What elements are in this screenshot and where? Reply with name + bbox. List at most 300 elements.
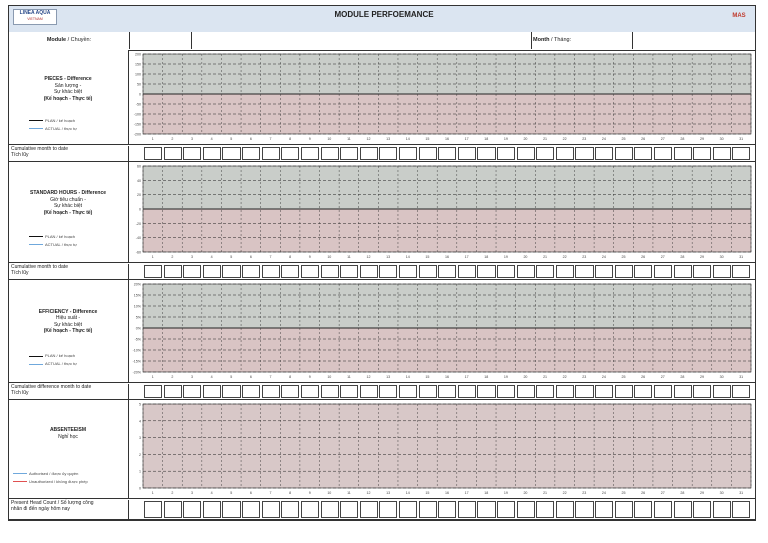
efficiency-cumulative-text-vi: Tích lũy [11,390,29,396]
hours-day-cell[interactable] [281,265,299,278]
hours-day-cell[interactable] [634,265,652,278]
hours-day-cell[interactable] [536,265,554,278]
pieces-day-cell[interactable] [144,147,162,160]
efficiency-day-cell[interactable] [615,385,633,398]
absenteeism-chart [129,400,755,498]
x-tick-label: 6 [249,137,252,141]
absenteeism-day-cell[interactable] [438,501,456,518]
sheet-header [9,6,755,33]
legend-swatch-icon [29,356,43,357]
pieces-day-cell[interactable] [575,147,593,160]
x-tick-label: 19 [503,375,508,379]
plot-upper-band [143,166,751,209]
page-title: MODULE PERFOEMANCE [334,10,434,19]
absenteeism-day-cell[interactable] [517,501,535,518]
absenteeism-day-cell[interactable] [477,501,495,518]
pieces-subtitle-1: Sản lượng - [54,82,82,89]
x-tick-label: 10 [327,375,332,379]
hours-day-cell[interactable] [517,265,535,278]
efficiency-day-cell[interactable] [301,385,319,398]
x-tick-label: 27 [660,491,665,495]
pieces-day-cell[interactable] [556,147,574,160]
pieces-day-cell[interactable] [321,147,339,160]
month-label-cell [531,32,633,49]
absenteeism-title: ABSENTEEISM [49,427,87,434]
absenteeism-day-cell[interactable] [634,501,652,518]
absenteeism-day-cell[interactable] [654,501,672,518]
efficiency-day-cell[interactable] [321,385,339,398]
hours-legend-actual-label: ACTUAL / thực tự [45,242,77,247]
pieces-cumulative-text: Cumulative month to date [11,146,68,152]
x-tick-label: 20 [523,137,528,141]
x-tick-label: 14 [405,491,410,495]
module-label-vi: / Chuyền: [66,37,92,43]
y-tick-label: -15% [132,359,141,364]
absenteeism-day-cell[interactable] [575,501,593,518]
y-tick-label: 10% [133,304,141,309]
x-tick-label: 26 [641,137,646,141]
absenteeism-day-cell[interactable] [222,501,240,518]
efficiency-legend-plan [29,353,139,358]
absenteeism-day-cell[interactable] [262,501,280,518]
absenteeism-day-cell[interactable] [556,501,574,518]
pieces-day-cell[interactable] [674,147,692,160]
efficiency-day-cell[interactable] [203,385,221,398]
pieces-day-cell[interactable] [379,147,397,160]
performance-sheet [8,5,756,521]
pieces-day-cell[interactable] [301,147,319,160]
x-tick-label: 17 [464,375,469,379]
x-tick-label: 11 [347,255,351,259]
x-tick-label: 16 [445,255,449,259]
efficiency-day-cell[interactable] [556,385,574,398]
x-tick-label: 7 [269,375,272,379]
module-label-cell [9,32,130,49]
hours-cumulative-row [9,262,755,280]
absenteeism-day-cell[interactable] [203,501,221,518]
x-tick-label: 11 [347,137,351,141]
pieces-subtitle-2: Sự khác biệt [53,89,83,96]
x-tick-label: 31 [739,491,744,495]
hours-cumulative-label [9,264,129,280]
x-tick-label: 21 [543,491,548,495]
efficiency-chart [129,280,755,382]
pieces-day-cell[interactable] [615,147,633,160]
x-tick-label: 20 [523,255,528,259]
pieces-legend-plan-label: PLAN / kế hoạch [45,117,76,123]
x-tick-label: 3 [191,491,194,495]
efficiency-day-cell[interactable] [438,385,456,398]
x-tick-label: 25 [621,375,626,379]
pieces-day-cell[interactable] [222,147,240,160]
absenteeism-day-cell[interactable] [674,501,692,518]
x-tick-label: 16 [445,375,449,379]
y-tick-label: -100 [133,112,141,117]
absenteeism-day-cell[interactable] [419,501,437,518]
y-tick-label: -20 [135,221,141,226]
section-hours [9,162,755,280]
efficiency-day-cell[interactable] [517,385,535,398]
absenteeism-cumulative-text-vi: nhân đi đến ngày hôm nay [11,506,70,512]
pieces-day-cell[interactable] [693,147,711,160]
x-tick-label: 8 [289,375,292,379]
pieces-day-cell[interactable] [654,147,672,160]
legend-swatch-icon [29,244,43,245]
x-tick-label: 29 [699,375,704,379]
x-tick-label: 23 [582,255,587,259]
absenteeism-day-cell[interactable] [242,501,260,518]
hours-day-cell[interactable] [438,265,456,278]
hours-cumulative-text: Cumulative month to date [11,264,68,270]
x-tick-label: 2 [171,255,174,259]
x-tick-label: 9 [308,375,311,379]
y-tick-label: 4 [139,419,141,424]
x-tick-label: 26 [641,375,646,379]
pieces-day-cell[interactable] [360,147,378,160]
x-tick-label: 22 [562,255,567,259]
y-tick-label: -5% [134,337,141,342]
efficiency-subtitle-2: Sự khác biệt [53,321,83,328]
efficiency-legend-plan-label: PLAN / kế hoạch [45,353,76,359]
x-tick-label: 25 [621,491,626,495]
efficiency-day-cell[interactable] [222,385,240,398]
x-tick-label: 1 [151,255,154,259]
x-tick-label: 23 [582,137,587,141]
pieces-day-cell[interactable] [419,147,437,160]
hours-day-cell[interactable] [575,265,593,278]
x-tick-label: 24 [601,255,606,259]
absenteeism-title-block [9,427,127,440]
x-tick-label: 31 [739,375,744,379]
x-tick-label: 20 [523,491,528,495]
y-tick-label: 0 [139,207,141,212]
legend-swatch-icon [29,236,43,237]
y-tick-label: -50 [135,102,141,107]
pieces-day-cell[interactable] [732,147,750,160]
absenteeism-day-cell[interactable] [732,501,750,518]
pieces-title-block [9,76,127,102]
x-tick-label: 5 [230,375,233,379]
x-tick-label: 10 [327,255,332,259]
x-tick-label: 3 [191,255,194,259]
absenteeism-day-cell[interactable] [340,501,358,518]
y-tick-label: -40 [135,236,141,241]
x-tick-label: 9 [308,491,311,495]
plot-background [143,404,751,488]
efficiency-day-cell[interactable] [340,385,358,398]
efficiency-day-cell[interactable] [536,385,554,398]
efficiency-day-cell[interactable] [164,385,182,398]
x-tick-label: 21 [543,375,548,379]
legend-swatch-icon [29,128,43,129]
x-tick-label: 2 [171,375,174,379]
y-tick-label: -10% [132,348,141,353]
hours-day-cell[interactable] [144,265,162,278]
hours-day-cell[interactable] [321,265,339,278]
x-tick-label: 14 [405,255,410,259]
x-tick-label: 6 [249,375,252,379]
x-tick-label: 1 [151,137,154,141]
pieces-cumulative-label [9,146,129,162]
x-tick-label: 2 [171,137,174,141]
legend-swatch-icon [13,473,27,474]
x-tick-label: 22 [562,375,567,379]
efficiency-day-cell[interactable] [281,385,299,398]
hours-title: STANDARD HOURS - Difference [29,190,107,196]
y-tick-label: 5% [135,315,141,320]
absenteeism-subtitle-1: Nghỉ học [58,433,78,440]
legend-swatch-icon [13,481,27,482]
x-tick-label: 5 [230,255,233,259]
hours-day-cell[interactable] [732,265,750,278]
hours-subtitle-2: Sự khác biệt [53,203,83,209]
x-tick-label: 18 [484,491,489,495]
logo-subtext: VIETNAM [27,17,43,21]
pieces-chart [129,50,755,144]
x-tick-label: 25 [621,255,626,259]
hours-day-cell[interactable] [419,265,437,278]
hours-day-cell[interactable] [340,265,358,278]
x-tick-label: 1 [151,491,154,495]
hours-label-column [9,162,129,262]
x-tick-label: 10 [327,491,332,495]
hours-day-cell[interactable] [477,265,495,278]
x-tick-label: 21 [543,137,548,141]
x-tick-label: 12 [366,255,371,259]
hours-day-cell[interactable] [360,265,378,278]
x-tick-label: 19 [503,491,508,495]
y-tick-label: 5 [139,402,141,407]
x-tick-label: 27 [660,137,665,141]
legend-swatch-icon [29,364,43,365]
absenteeism-day-cell[interactable] [497,501,515,518]
x-tick-label: 4 [210,137,213,141]
absenteeism-legend-plan [13,471,123,476]
y-tick-label: -200 [133,132,141,137]
absenteeism-day-cell[interactable] [183,501,201,518]
y-tick-label: 20% [133,282,141,287]
pieces-day-cell[interactable] [458,147,476,160]
efficiency-day-cell[interactable] [634,385,652,398]
efficiency-day-cell[interactable] [595,385,613,398]
hours-day-cell[interactable] [615,265,633,278]
x-tick-label: 24 [601,137,606,141]
efficiency-day-cell[interactable] [144,385,162,398]
month-input[interactable] [633,32,755,49]
hours-legend-plan-label: PLAN / kế hoạch [45,234,76,239]
x-tick-label: 31 [739,255,744,259]
x-tick-label: 15 [425,137,430,141]
absenteeism-day-cell[interactable] [458,501,476,518]
hours-day-cell[interactable] [399,265,417,278]
pieces-legend-actual-label: ACTUAL / thực tự [45,125,77,131]
hours-day-cell[interactable] [713,265,731,278]
brand-logo: MAS [732,13,746,19]
x-tick-label: 16 [445,137,449,141]
month-label: Month [533,37,550,43]
pieces-label-column [9,50,129,144]
x-tick-label: 28 [680,137,685,141]
y-tick-label: 0% [135,326,141,331]
absenteeism-label-column [9,400,129,498]
efficiency-day-cell[interactable] [262,385,280,398]
x-tick-label: 15 [425,491,430,495]
absenteeism-legend-actual [13,479,123,484]
efficiency-day-cell[interactable] [183,385,201,398]
efficiency-legend-actual [29,361,139,366]
x-tick-label: 22 [562,137,567,141]
pieces-day-cell[interactable] [517,147,535,160]
hours-day-cell[interactable] [379,265,397,278]
pieces-day-cell[interactable] [183,147,201,160]
hours-subtitle-3: (Kế hoạch - Thực tế) [43,209,93,216]
x-tick-label: 16 [445,491,449,495]
x-tick-label: 15 [425,375,430,379]
y-tick-label: -60 [135,250,141,255]
pieces-day-cell[interactable] [281,147,299,160]
x-tick-label: 8 [289,137,292,141]
x-tick-label: 29 [699,255,704,259]
efficiency-day-cell[interactable] [497,385,515,398]
efficiency-day-cell[interactable] [458,385,476,398]
y-tick-label: 150 [135,62,141,67]
efficiency-day-cell[interactable] [399,385,417,398]
absenteeism-day-cell[interactable] [321,501,339,518]
x-tick-label: 28 [680,255,685,259]
x-tick-label: 3 [191,137,194,141]
x-tick-label: 3 [191,375,194,379]
x-tick-label: 23 [582,375,587,379]
absenteeism-day-cell[interactable] [615,501,633,518]
pieces-day-cell[interactable] [497,147,515,160]
hours-day-cell[interactable] [164,265,182,278]
x-tick-label: 7 [269,137,272,141]
pieces-day-cell[interactable] [242,147,260,160]
absenteeism-day-cell[interactable] [713,501,731,518]
hours-day-cell[interactable] [693,265,711,278]
pieces-day-cell[interactable] [536,147,554,160]
efficiency-day-cell[interactable] [360,385,378,398]
pieces-day-cell[interactable] [595,147,613,160]
pieces-day-cell[interactable] [438,147,456,160]
hours-day-cell[interactable] [497,265,515,278]
y-tick-label: 2 [139,452,141,457]
pieces-day-cell[interactable] [634,147,652,160]
absenteeism-day-cell[interactable] [301,501,319,518]
x-tick-label: 19 [503,137,508,141]
month-label-vi: / Tháng: [549,37,572,43]
pieces-day-cell[interactable] [477,147,495,160]
info-row [9,32,755,51]
hours-day-cell[interactable] [262,265,280,278]
x-tick-label: 18 [484,137,489,141]
x-tick-label: 4 [210,375,213,379]
absenteeism-legend-actual-label: Unauthorized / không được phép [29,478,88,484]
absenteeism-day-cell[interactable] [379,501,397,518]
x-tick-label: 17 [464,255,469,259]
absenteeism-day-cell[interactable] [399,501,417,518]
efficiency-day-cell[interactable] [654,385,672,398]
y-tick-label: 20 [137,193,141,198]
x-tick-label: 18 [484,255,489,259]
hours-day-cell[interactable] [654,265,672,278]
pieces-day-cell[interactable] [713,147,731,160]
x-tick-label: 29 [699,491,704,495]
x-tick-label: 29 [699,137,704,141]
pieces-title: PIECES - Difference [44,76,92,83]
hours-day-cell[interactable] [595,265,613,278]
absenteeism-day-cell[interactable] [595,501,613,518]
efficiency-day-cell[interactable] [419,385,437,398]
efficiency-day-cell[interactable] [379,385,397,398]
pieces-day-cell[interactable] [399,147,417,160]
efficiency-day-cell[interactable] [477,385,495,398]
efficiency-cumulative-row [9,382,755,400]
absenteeism-day-cell[interactable] [360,501,378,518]
efficiency-day-cell[interactable] [674,385,692,398]
module-input[interactable] [129,32,192,49]
y-tick-label: 40 [137,178,141,183]
section-pieces [9,50,755,162]
pieces-day-cell[interactable] [164,147,182,160]
x-tick-label: 13 [386,255,391,259]
pieces-legend [29,118,139,131]
legend-swatch-icon [29,120,43,121]
x-tick-label: 26 [641,255,646,259]
absenteeism-legend [13,471,123,484]
hours-day-cell[interactable] [674,265,692,278]
x-tick-label: 2 [171,491,174,495]
absenteeism-day-cell[interactable] [693,501,711,518]
hours-day-cell[interactable] [183,265,201,278]
x-tick-label: 22 [562,491,567,495]
efficiency-day-cell[interactable] [732,385,750,398]
hours-day-cell[interactable] [301,265,319,278]
y-tick-label: 0 [139,92,141,97]
x-tick-label: 12 [366,137,371,141]
hours-day-cell[interactable] [222,265,240,278]
pieces-day-cell[interactable] [203,147,221,160]
hours-day-cell[interactable] [203,265,221,278]
absenteeism-day-cell[interactable] [536,501,554,518]
absenteeism-day-cell[interactable] [281,501,299,518]
efficiency-day-cell[interactable] [575,385,593,398]
x-tick-label: 21 [543,255,548,259]
x-tick-label: 13 [386,491,391,495]
hours-day-cell[interactable] [242,265,260,278]
pieces-day-cell[interactable] [262,147,280,160]
x-tick-label: 28 [680,375,685,379]
efficiency-day-cell[interactable] [713,385,731,398]
pieces-day-cell[interactable] [340,147,358,160]
hours-day-cell[interactable] [556,265,574,278]
x-tick-label: 25 [621,137,626,141]
efficiency-day-cell[interactable] [693,385,711,398]
absenteeism-day-cell[interactable] [164,501,182,518]
efficiency-day-cell[interactable] [242,385,260,398]
x-tick-label: 12 [366,491,371,495]
hours-legend-plan [29,234,139,239]
absenteeism-day-cell[interactable] [144,501,162,518]
x-tick-label: 13 [386,375,391,379]
hours-day-cell[interactable] [458,265,476,278]
absenteeism-legend-plan-label: Authorised / được ủy quyền [29,470,79,476]
x-tick-label: 5 [230,491,233,495]
x-tick-label: 6 [249,255,252,259]
hours-cumulative-text-vi: Tích lũy [11,270,29,276]
logo-text: LINEA AQUA [19,10,51,16]
y-tick-label: 0 [139,486,141,491]
